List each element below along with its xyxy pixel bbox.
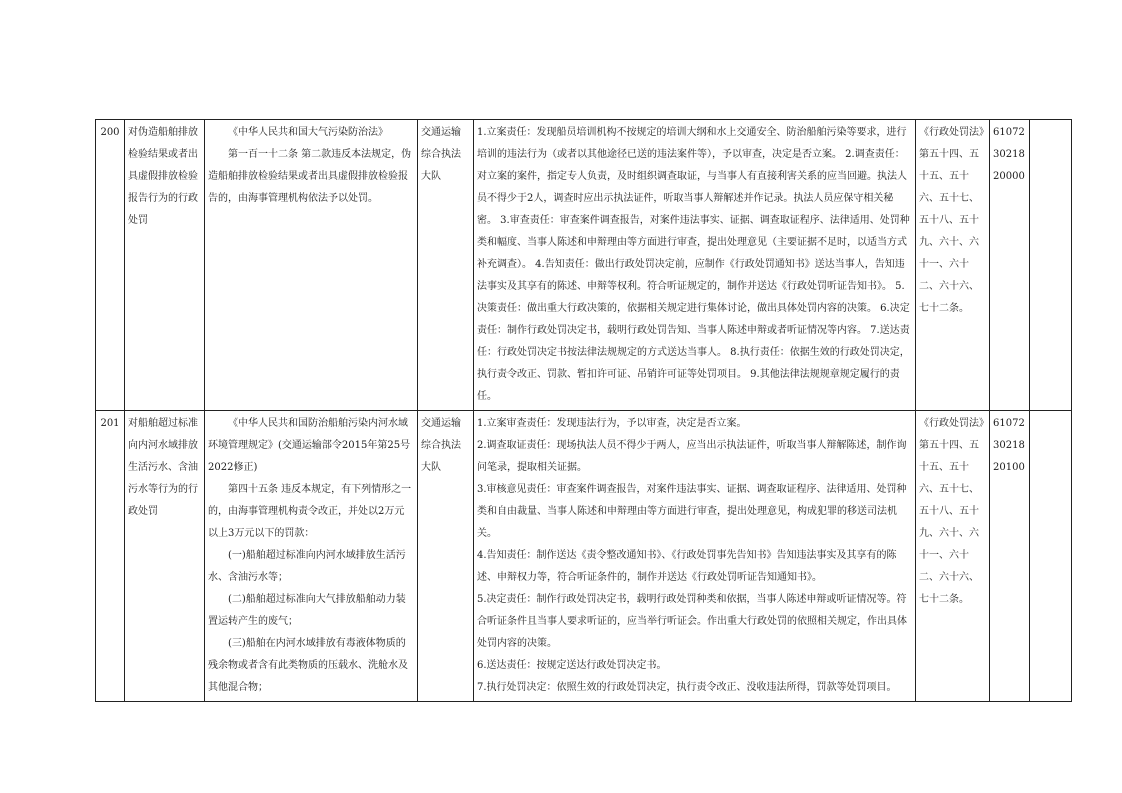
responsibility-line: 2.调查取证责任：现场执法人员不得少于两人，应当出示执法证件，听取当事人辩解陈述，制作询问笔录，提取相关证据。: [477, 440, 907, 473]
basis-line: 《中华人民共和国防治船舶污染内河水域环境管理规定》(交通运输部令2015年第25号2022修正): [208, 418, 411, 473]
penalty-table: [95, 119, 1072, 702]
item-code: 610723021820100: [990, 411, 1030, 702]
item-name: 对伪造船舶排放检验结果或者出具虚假排放检验报告行为的行政处罚: [125, 120, 205, 411]
responsibility-text: [474, 411, 916, 702]
row-number: 200: [96, 120, 125, 411]
basis-line: 第一百一十二条 第二款违反本法规定，伪造船舶排放检验结果或者出具虚假排放检验报告的，由海事管理机构依法予以处罚。: [208, 149, 412, 204]
basis-line: 《中华人民共和国大气污染防治法》: [228, 127, 388, 138]
table-row: [96, 411, 1072, 702]
row-number: 201: [96, 411, 125, 702]
responsibility-line: 4.告知责任：制作送达《责令整改通知书》、《行政处罚事先告知书》告知违法事实及其享有的陈述、申辩权力等，符合听证条件的，制作并送达《行政处罚听证告知通知书》。: [477, 550, 897, 583]
legal-basis: [205, 120, 418, 411]
basis-line: (一)船舶超过标准向内河水域排放生活污水、含油污水等；: [208, 550, 406, 583]
responsibility-line: 5.决定责任：制作行政处罚决定书，载明行政处罚种类和依据，当事人陈述申辩或听证情况等。符合听证条件且当事人要求听证的，应当举行听证会。作出重大行政处罚的依照相关规定，作出具体处罚内容的决策。: [477, 594, 907, 649]
basis-line: 第四十五条 违反本规定，有下列情形之一的，由海事管理机构责令改正，并处以2万元以上3万元以下的罚款：: [208, 484, 412, 539]
enforcement-agency: 交通运输综合执法大队: [418, 120, 474, 411]
responsibility-line: 1.立案审查责任：发现违法行为，予以审查，决定是否立案。: [477, 418, 747, 429]
responsibility-line: 7.执行处罚决定：依照生效的行政处罚决定，执行责令改正、没收违法所得，罚款等处罚项目。: [477, 682, 897, 693]
law-reference: 《行政处罚法》第五十四、五十五、五十六、五十七、五十八、五十九、六十、六十一、六十二、六十六、七十二条。: [916, 120, 990, 411]
basis-line: (三)船舶在内河水域排放有毒液体物质的残余物或者含有此类物质的压载水、洗舱水及其他混合物；: [208, 638, 408, 693]
responsibility-line: 3.审核意见责任：审查案件调查报告，对案件违法事实、证据、调查取证程序、法律适用、处罚种类和自由裁量、当事人陈述和申辩理由等方面进行审查，提出处理意见，构成犯罪的移送司法机关。: [477, 484, 907, 539]
responsibility-line: 6.送达责任：按规定送达行政处罚决定书。: [477, 660, 667, 671]
basis-line: (二)船舶超过标准向大气排放船舶动力装置运转产生的废气；: [208, 594, 406, 627]
legal-basis: [205, 411, 418, 702]
table-row: [96, 120, 1072, 411]
item-name: 对船舶超过标准向内河水域排放生活污水、含油污水等行为的行政处罚: [125, 411, 205, 702]
remarks-cell: [1030, 120, 1072, 411]
responsibility-text: [474, 120, 916, 411]
item-code: 610723021820000: [990, 120, 1030, 411]
enforcement-agency: 交通运输综合执法大队: [418, 411, 474, 702]
law-reference: 《行政处罚法》第五十四、五十五、五十六、五十七、五十八、五十九、六十、六十一、六十二、六十六、七十二条。: [916, 411, 990, 702]
responsibility-line: 1.立案责任：发现船员培训机构不按规定的培训大纲和水上交通安全、防治船舶污染等要求，进行培训的违法行为（或者以其他途径已送的违法案件等），予以审查，决定是否立案。 2.调查责任：对立案的案件，指定专人负责，及时组织调查取证，与当事人有直接利害关系的应当回避。执法人员不得少于2人，调查时应出示执法证件，听取当事人辩解述并作记录。执法人员应保守相关秘密。 3.审查责任：审查案件调查报告，对案件违法事实、证据、调查取证程序、法律适用、处罚种类和幅度、当事人陈述和申辩理由等方面进行审查，提出处理意见（主要证据不足时，以适当方式补充调查）。 4.告知责任：做出行政处罚决定前，应制作《行政处罚通知书》送达当事人，告知违法事实及其享有的陈述、申辩等权利。符合听证规定的，制作并送达《行政处罚听证告知书》。 5.决策责任：做出重大行政决策的，依据相关规定进行集体讨论，做出具体处罚内容的决策。 6.决定责任：制作行政处罚决定书，载明行政处罚告知、当事人陈述申辩或者听证情况等内容。 7.送达责任：行政处罚决定书按法律法规规定的方式送达当事人。 8.执行责任：依据生效的行政处罚决定，执行责令改正、罚款、暂扣许可证、吊销许可证等处罚项目。 9.其他法律法规规章规定履行的责任。: [477, 127, 910, 402]
remarks-cell: [1030, 411, 1072, 702]
